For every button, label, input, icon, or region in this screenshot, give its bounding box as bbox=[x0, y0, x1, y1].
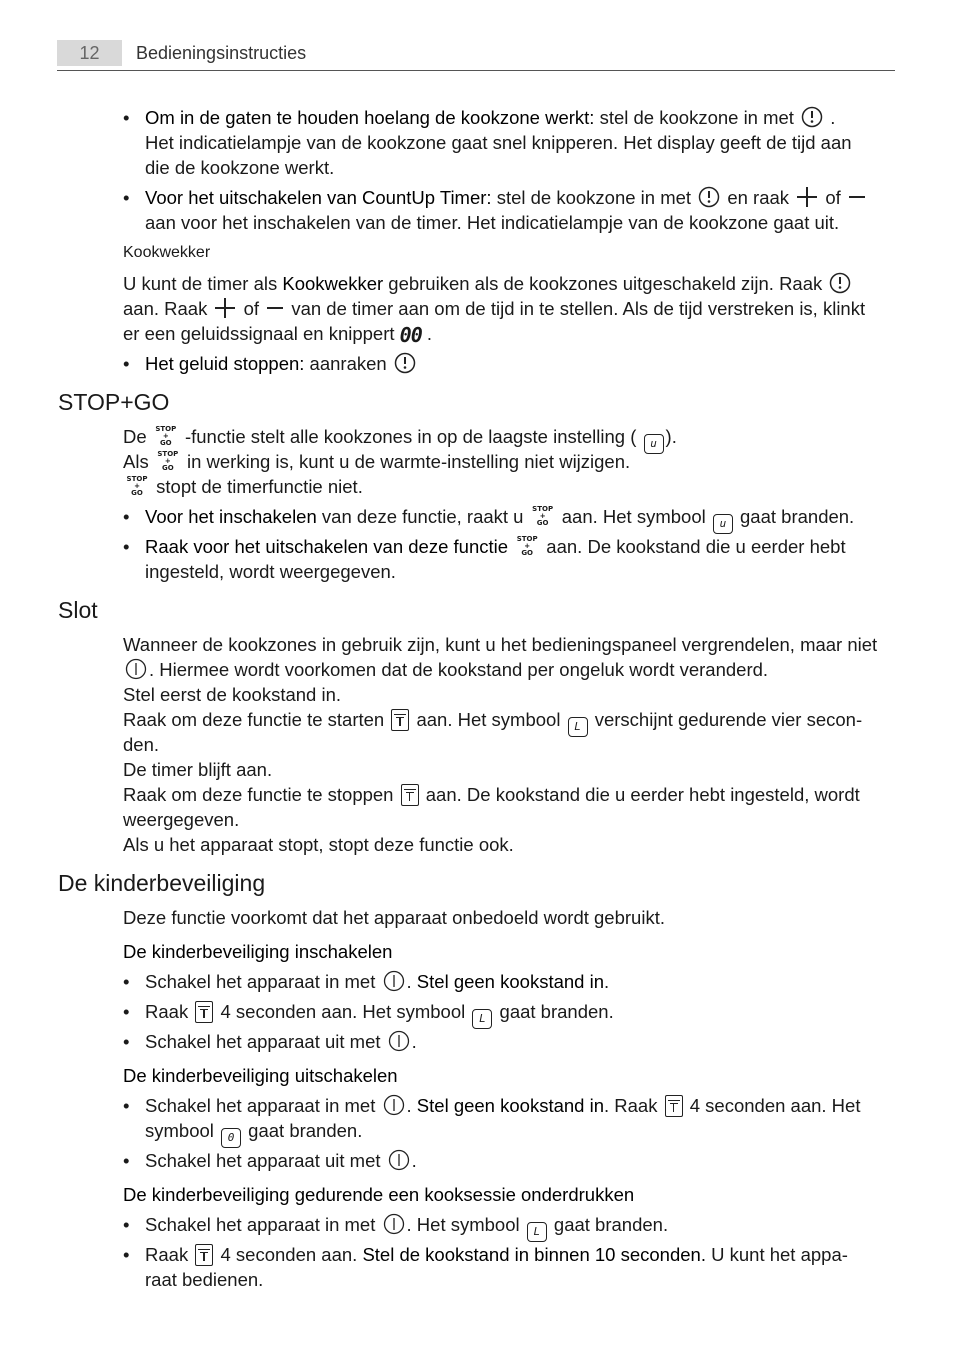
kookwekker-bullet: Het geluid stoppen: aanraken bbox=[145, 351, 418, 376]
stopgo-line-1: De STOP + GO -functie stelt alle kookzones in op de laagste instelling ( u ). bbox=[123, 424, 677, 454]
countup-bullet-2: Voor het uitschakelen van CountUp Timer: stel de kookzone in met en raak of bbox=[145, 185, 868, 210]
header-title: Bedieningsinstructies bbox=[136, 43, 307, 63]
slot-line-6: De timer blijft aan. bbox=[123, 759, 273, 780]
list-item: • bbox=[123, 1150, 130, 1171]
slot-heading: Slot bbox=[58, 597, 98, 623]
plus-icon bbox=[214, 297, 236, 319]
kinder-subheading-1: De kinderbeveiliging inschakelen bbox=[123, 941, 393, 962]
stop-go-label: GO bbox=[521, 549, 534, 557]
kinder-intro: Deze functie voorkomt dat het apparaat onbedoeld wordt gebruikt. bbox=[123, 907, 665, 928]
l-symbol: L bbox=[527, 1222, 547, 1242]
u-symbol: u bbox=[713, 514, 733, 534]
stop-go-icon bbox=[530, 506, 556, 528]
slot-line-1: Wanneer de kookzones in gebruik zijn, kunt u het bedieningspaneel vergrendelen, maar niet bbox=[123, 634, 878, 655]
stop-go-label: GO bbox=[536, 519, 549, 527]
list-item: • bbox=[123, 1001, 130, 1022]
slot-line-5: den. bbox=[123, 734, 160, 755]
power-icon bbox=[801, 106, 823, 128]
slot-line-9: Als u het apparaat stopt, stopt deze functie ook. bbox=[123, 834, 514, 855]
stop-go-label: STOP bbox=[532, 505, 554, 513]
stop-go-label: + bbox=[164, 457, 171, 465]
kinder-s2-bullet-1: Schakel het apparaat in met . Stel geen kookstand in. Raak 4 seconden aan. Het bbox=[145, 1095, 861, 1116]
on-off-icon bbox=[125, 658, 147, 680]
stop-go-label: + bbox=[134, 482, 140, 490]
stop-go-label: + bbox=[162, 432, 169, 440]
stop-go-label: GO bbox=[161, 464, 174, 472]
list-item: • bbox=[123, 1214, 130, 1235]
on-off-icon bbox=[383, 1213, 405, 1235]
power-icon bbox=[698, 186, 720, 208]
kookwekker-line-2: aan. Raak of van de timer aan om de tijd in te stellen. Als de tijd verstreken is, klinkt bbox=[123, 298, 866, 319]
list-item: • bbox=[123, 353, 130, 374]
lock-key-icon bbox=[665, 1095, 683, 1117]
list-item: • bbox=[123, 187, 130, 208]
display-00-symbol: 00 bbox=[399, 323, 422, 347]
stop-go-label: + bbox=[539, 512, 546, 520]
stop-go-icon bbox=[153, 426, 179, 448]
kinder-s1-bullet-3: Schakel het apparaat uit met . bbox=[145, 1031, 417, 1052]
lock-key-icon bbox=[401, 784, 419, 806]
power-icon bbox=[394, 352, 416, 374]
list-item: • bbox=[123, 107, 130, 128]
stop-go-label: STOP bbox=[155, 425, 177, 433]
on-off-icon bbox=[388, 1149, 410, 1171]
on-off-icon bbox=[388, 1030, 410, 1052]
u-symbol: u bbox=[644, 434, 664, 454]
on-off-icon bbox=[383, 1094, 405, 1116]
stopgo-line-2: Als STOP + GO in werking is, kunt u de warmte-instelling niet wijzigen. bbox=[123, 450, 631, 472]
kinder-s1-bullet-2: Raak 4 seconden aan. Het symbool L gaat branden. bbox=[145, 999, 614, 1029]
kinder-s2-bullet-2: Schakel het apparaat uit met . bbox=[145, 1150, 417, 1171]
stop-go-icon bbox=[514, 536, 540, 558]
zero-symbol: 0 bbox=[221, 1128, 241, 1148]
stopgo-line-3: STOP + GO stopt de timerfunctie niet. bbox=[123, 474, 363, 499]
minus-icon bbox=[266, 297, 284, 319]
stopgo-bullet-2-line-2: ingesteld, wordt weergegeven. bbox=[145, 561, 396, 582]
slot-line-8: weergegeven. bbox=[123, 809, 240, 830]
kookwekker-label: Kookwekker bbox=[123, 244, 211, 261]
list-item: • bbox=[123, 506, 130, 527]
countup-bullet-1-line-2: Het indicatielampje van de kookzone gaat snel knipperen. Het display geeft de tijd aan bbox=[145, 132, 852, 153]
slot-line-2: . Hiermee wordt voorkomen dat de kookstand per ongeluk wordt veranderd. bbox=[123, 657, 768, 682]
slot-line-7: Raak om deze functie te stoppen aan. De kookstand die u eerder hebt ingesteld, wordt bbox=[123, 784, 860, 805]
stop-go-icon bbox=[124, 476, 150, 498]
kookwekker-line-1: U kunt de timer als Kookwekker gebruiken als de kookzones uitgeschakeld zijn. Raak bbox=[123, 271, 853, 296]
kinder-s3-bullet-1: Schakel het apparaat in met . Het symbool L gaat branden. bbox=[145, 1212, 668, 1242]
lock-key-icon bbox=[195, 1244, 213, 1266]
slot-line-4: Raak om deze functie te starten aan. Het symbool L verschijnt gedurende vier secon- bbox=[123, 707, 862, 737]
on-off-icon bbox=[383, 970, 405, 992]
kinder-s3-bullet-2-line-2: raat bedienen. bbox=[145, 1269, 264, 1290]
stop-go-label: STOP bbox=[157, 450, 179, 458]
list-item: • bbox=[123, 1031, 130, 1052]
slot-line-3: Stel eerst de kookstand in. bbox=[123, 684, 342, 705]
power-icon bbox=[829, 272, 851, 294]
stop-go-label: + bbox=[524, 542, 531, 550]
stop-go-label: STOP bbox=[516, 535, 538, 543]
kinder-s2-bullet-1-line-2: symbool 0 gaat branden. bbox=[145, 1118, 362, 1148]
stop-go-icon bbox=[155, 451, 181, 473]
list-item: • bbox=[123, 1095, 130, 1116]
plus-icon bbox=[796, 186, 818, 208]
stopgo-bullet-2: Raak voor het uitschakelen van deze functie STOP + GO aan. De kookstand die u eerder hebt bbox=[145, 535, 846, 557]
kinder-subheading-3: De kinderbeveiliging gedurende een kooksessie onderdrukken bbox=[123, 1184, 635, 1205]
countup-bullet-1: Om in de gaten te houden hoelang de kookzone werkt: stel de kookzone in met . bbox=[145, 107, 836, 128]
list-item: • bbox=[123, 971, 130, 992]
kinder-subheading-2: De kinderbeveiliging uitschakelen bbox=[123, 1065, 398, 1086]
kinder-s3-bullet-2: Raak 4 seconden aan. Stel de kookstand in binnen 10 seconden. U kunt het appa- bbox=[145, 1244, 848, 1265]
lock-key-icon bbox=[391, 709, 409, 731]
l-symbol: L bbox=[568, 717, 588, 737]
stopgo-heading: STOP+GO bbox=[58, 389, 170, 415]
stop-go-label: GO bbox=[131, 489, 143, 497]
l-symbol: L bbox=[472, 1009, 492, 1029]
list-item: • bbox=[123, 1244, 130, 1265]
stop-go-label: GO bbox=[159, 439, 172, 447]
page-header bbox=[57, 40, 895, 71]
stop-go-label: STOP bbox=[126, 475, 148, 483]
countup-bullet-1-line-3: die de kookzone werkt. bbox=[145, 157, 335, 178]
list-item: • bbox=[123, 536, 130, 557]
page-number: 12 bbox=[57, 40, 122, 66]
stopgo-bullet-1: Voor het inschakelen van deze functie, raakt u STOP + GO aan. Het symbool u gaat branden. bbox=[145, 504, 854, 534]
kinder-s1-bullet-1: Schakel het apparaat in met . Stel geen kookstand in. bbox=[145, 971, 610, 992]
kinder-heading: De kinderbeveiliging bbox=[58, 870, 266, 896]
minus-icon bbox=[848, 186, 866, 208]
countup-bullet-2-line-2: aan voor het inschakelen van de timer. Het indicatielampje van de kookzone gaat uit. bbox=[145, 212, 840, 233]
kookwekker-line-3: er een geluidssignaal en knippert 00 . bbox=[123, 323, 433, 347]
lock-key-icon bbox=[195, 1001, 213, 1023]
